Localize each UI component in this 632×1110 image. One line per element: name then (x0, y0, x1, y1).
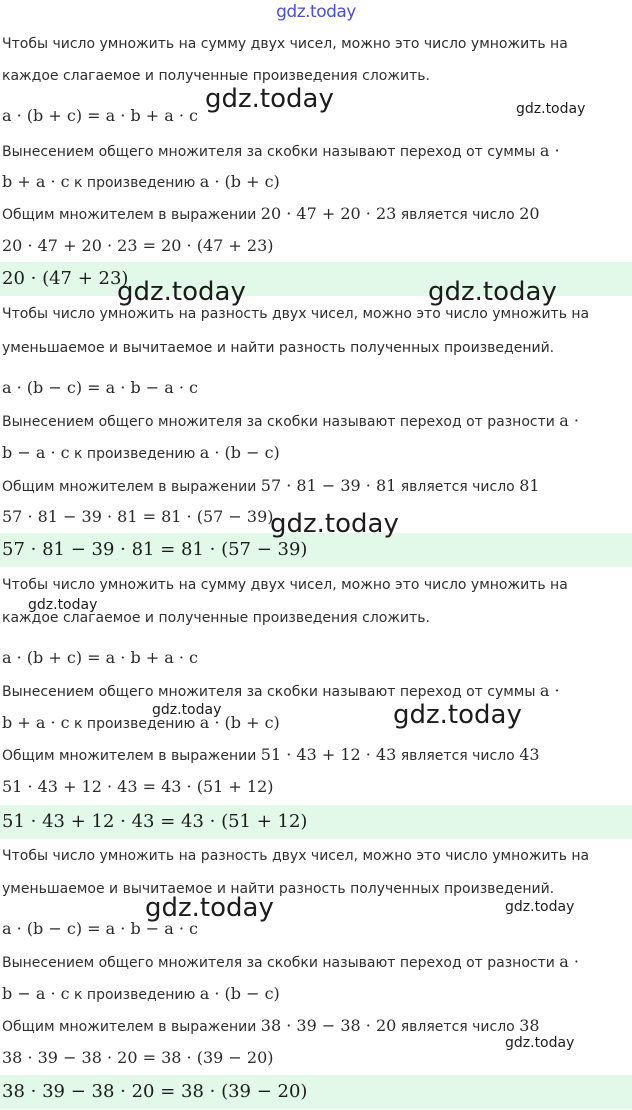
definition-math: b − a · c (2, 443, 70, 462)
watermark: gdz.today (152, 702, 222, 718)
answer-highlight: 38 · 39 − 38 · 20 = 38 · (39 − 20) (0, 1075, 632, 1109)
equation: 57 · 81 − 39 · 81 = 81 · (57 − 39) (2, 507, 274, 526)
rule-line-2: каждое слагаемое и полученные произведения сложить. (2, 610, 430, 626)
factor-text: является число (396, 1019, 520, 1035)
factor-number: 38 (519, 1016, 540, 1035)
factor-number: 43 (519, 745, 540, 764)
formula: a · (b + c) = a · b + a · c (2, 106, 199, 125)
factor-expression: 57 · 81 − 39 · 81 (260, 476, 397, 495)
definition-line-1 (2, 411, 632, 432)
rule-line-1: Чтобы число умножить на разность двух чисел, можно это число умножить на (2, 848, 590, 864)
definition-math: a · (539, 681, 560, 700)
definition-line-1 (2, 681, 632, 702)
definition-line-1 (2, 141, 632, 162)
watermark: gdz.today (145, 893, 274, 923)
definition-text: Вынесением общего множителя за скобки называют переход от разности (2, 955, 555, 971)
definition-line-2 (2, 172, 632, 193)
watermark: gdz.today (28, 597, 98, 613)
watermark: gdz.today (393, 700, 522, 730)
factor-text: является число (396, 748, 520, 764)
factor-text: является число (396, 207, 520, 223)
watermark: gdz.today (117, 277, 246, 307)
formula: a · (b − c) = a · b − a · c (2, 919, 199, 938)
definition-math: a · (b + c) (199, 713, 280, 732)
common-factor-line (2, 745, 632, 766)
watermark: gdz.today (205, 84, 334, 114)
common-factor-line (2, 1016, 632, 1037)
definition-text: Вынесением общего множителя за скобки называют переход от суммы (2, 144, 536, 160)
definition-math: b − a · c (2, 984, 70, 1003)
answer-highlight: 51 · 43 + 12 · 43 = 43 · (51 + 12) (0, 805, 632, 839)
factor-text: Общим множителем в выражении (2, 479, 261, 495)
factor-expression: 51 · 43 + 12 · 43 (260, 745, 397, 764)
common-factor-line (2, 476, 632, 497)
equation: 38 · 39 − 38 · 20 = 38 · (39 − 20) (2, 1048, 274, 1067)
definition-text: к произведению (69, 175, 200, 191)
rule-line-2: уменьшаемое и вычитаемое и найти разность полученных произведений. (2, 340, 555, 356)
definition-math: a · (559, 411, 580, 430)
factor-number: 81 (519, 476, 540, 495)
watermark: gdz.today (505, 1035, 575, 1051)
common-factor-line (2, 204, 632, 225)
formula: a · (b + c) = a · b + a · c (2, 648, 199, 667)
watermark: gdz.today (516, 101, 586, 117)
definition-text: Вынесением общего множителя за скобки называют переход от разности (2, 414, 555, 430)
watermark: gdz.today (505, 899, 575, 915)
factor-text: Общим множителем в выражении (2, 207, 261, 223)
equation: 20 · 47 + 20 · 23 = 20 · (47 + 23) (2, 236, 274, 255)
factor-text: Общим множителем в выражении (2, 748, 261, 764)
answer-highlight: 20 · (47 + 23) (0, 262, 632, 296)
definition-line-1 (2, 952, 632, 973)
equation: 51 · 43 + 12 · 43 = 43 · (51 + 12) (2, 777, 274, 796)
rule-line-2: уменьшаемое и вычитаемое и найти разность полученных произведений. (2, 881, 555, 897)
watermark: gdz.today (270, 509, 399, 539)
definition-line-2 (2, 713, 632, 734)
answer-highlight: 57 · 81 − 39 · 81 = 81 · (57 − 39) (0, 533, 632, 567)
definition-text: к произведению (69, 716, 200, 732)
rule-line-2: каждое слагаемое и полученные произведения сложить. (2, 68, 430, 84)
factor-expression: 20 · 47 + 20 · 23 (260, 204, 397, 223)
definition-math: a · (539, 141, 560, 160)
formula: a · (b − c) = a · b − a · c (2, 378, 199, 397)
rule-line-1: Чтобы число умножить на разность двух чисел, можно это число умножить на (2, 306, 590, 322)
definition-line-2 (2, 443, 632, 464)
definition-text: Вынесением общего множителя за скобки называют переход от суммы (2, 684, 536, 700)
definition-math: b + a · c (2, 713, 70, 732)
definition-math: a · (559, 952, 580, 971)
factor-text: является число (396, 479, 520, 495)
definition-text: к произведению (69, 446, 200, 462)
watermark: gdz.today (428, 277, 557, 307)
factor-text: Общим множителем в выражении (2, 1019, 261, 1035)
rule-line-1: Чтобы число умножить на сумму двух чисел, можно это число умножить на (2, 36, 568, 52)
definition-math: b + a · c (2, 172, 70, 191)
definition-math: a · (b − c) (199, 984, 280, 1003)
definition-line-2 (2, 984, 632, 1005)
definition-math: a · (b − c) (199, 443, 280, 462)
rule-line-1: Чтобы число умножить на сумму двух чисел, можно это число умножить на (2, 577, 568, 593)
factor-number: 20 (519, 204, 540, 223)
definition-text: к произведению (69, 987, 200, 1003)
factor-expression: 38 · 39 − 38 · 20 (260, 1016, 397, 1035)
site-header-logo: gdz.today (276, 2, 356, 22)
definition-math: a · (b + c) (199, 172, 280, 191)
